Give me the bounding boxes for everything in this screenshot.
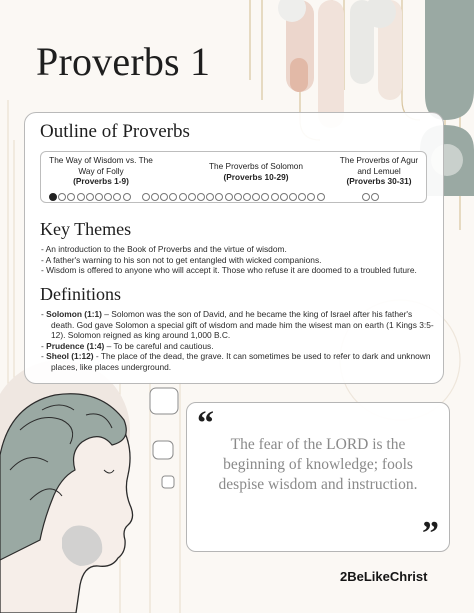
- chapter-dot-1: [49, 193, 57, 201]
- chapter-dot-30: [362, 193, 370, 201]
- list-item: - A father's warning to his son not to get entangled with wicked companions.: [41, 254, 322, 265]
- chapter-dot-8: [113, 193, 121, 201]
- chapter-dot-2: [58, 193, 66, 201]
- chapter-dot-3: [67, 193, 75, 201]
- chapter-dot-4: [77, 193, 85, 201]
- chapter-dot-28: [307, 193, 315, 201]
- chapter-dot-13: [169, 193, 177, 201]
- definition-term: Prudence (1:4): [46, 340, 105, 351]
- head-illustration: [0, 394, 133, 613]
- definition-term: Solomon (1:1): [46, 309, 102, 319]
- chapter-dots: [49, 193, 379, 203]
- chapter-dot-31: [371, 193, 379, 201]
- chapter-dot-10: [142, 193, 150, 201]
- definition-text: – To be careful and cautious.: [104, 340, 214, 351]
- chapter-dot-16: [197, 193, 205, 201]
- brand-logo: 2BeLikeChrist: [340, 569, 428, 584]
- chapter-dot-9: [123, 193, 131, 201]
- outline-heading: Outline of Proverbs: [40, 121, 190, 142]
- key-themes-list: [41, 244, 436, 276]
- outline-segment-agur-lemuel: [334, 155, 424, 187]
- definitions-list: [41, 309, 436, 372]
- chapter-dot-12: [160, 193, 168, 201]
- definition-item: - Sheol (1:12) - The place of the dead, the grave. It can sometimes be used to refer to dark and unknown places, like places underground.: [41, 351, 431, 372]
- list-item: - Wisdom is offered to anyone who will accept it. Those who refuse it are doomed to a troubled future.: [41, 265, 417, 275]
- definition-text: – Solomon was the son of David, and he became the king of Israel after his father's death. God gave Solomon a special gift of wisdom and made him the wisest man on earth (1 Kings 3:5-12). Solomon reigned as king around 1,000 B.C.: [51, 309, 434, 340]
- chapter-dot-15: [188, 193, 196, 201]
- segment-label: The Way of Wisdom vs. The Way of Folly: [49, 155, 153, 176]
- segment-range: (Proverbs 30-31): [346, 176, 412, 186]
- chapter-dot-5: [86, 193, 94, 201]
- content-card: [24, 112, 444, 384]
- outline-segment-wisdom-vs-folly: [46, 155, 156, 187]
- chapter-dot-14: [179, 193, 187, 201]
- quote-box: [186, 402, 450, 552]
- chapter-dot-21: [243, 193, 251, 201]
- definition-item: - Prudence (1:4) – To be careful and cautious.: [41, 340, 214, 351]
- chapter-dot-27: [298, 193, 306, 201]
- page-title: Proverbs 1: [36, 39, 211, 84]
- chapter-dot-17: [206, 193, 214, 201]
- chapter-dot-22: [252, 193, 260, 201]
- definition-item: - Solomon (1:1) – Solomon was the son of David, and he became the king of Israel after his father's death. God gave Solomon a special gift of wisdom and made him the wisest man on earth (1 Kings 3:5-12). Solomon reigned as king around 1,000 B.C.: [41, 309, 434, 340]
- definitions-heading: Definitions: [40, 284, 121, 304]
- chapter-dot-29: [317, 193, 325, 201]
- definition-text: - The place of the dead, the grave. It can sometimes be used to refer to dark and unknown places, like places underground.: [51, 351, 431, 372]
- chapter-dot-20: [234, 193, 242, 201]
- chapter-dot-6: [95, 193, 103, 201]
- segment-label: The Proverbs of Agur and Lemuel: [339, 155, 419, 176]
- definition-term: Sheol (1:12): [46, 351, 94, 361]
- open-quote-icon: “: [197, 405, 214, 442]
- key-themes-heading: Key Themes: [40, 219, 132, 239]
- chapter-dot-26: [289, 193, 297, 201]
- segment-range: (Proverbs 10-29): [223, 171, 289, 182]
- segment-range: (Proverbs 1-9): [73, 176, 129, 186]
- chapter-dot-24: [271, 193, 279, 201]
- chapter-dot-25: [280, 193, 288, 201]
- segment-label: The Proverbs of Solomon: [208, 161, 304, 171]
- chapter-dot-7: [104, 193, 112, 201]
- chapter-dot-18: [215, 193, 223, 201]
- outline-segment-solomon: [191, 161, 321, 182]
- close-quote-icon: ”: [422, 515, 439, 552]
- chapter-dot-19: [225, 193, 233, 201]
- quote-text: The fear of the LORD is the beginning of knowledge; fools despise wisdom and instruction.: [218, 436, 418, 493]
- list-item: - An introduction to the Book of Proverbs and the virtue of wisdom.: [41, 244, 287, 254]
- chapter-dot-23: [261, 193, 269, 201]
- chapter-dot-11: [151, 193, 159, 201]
